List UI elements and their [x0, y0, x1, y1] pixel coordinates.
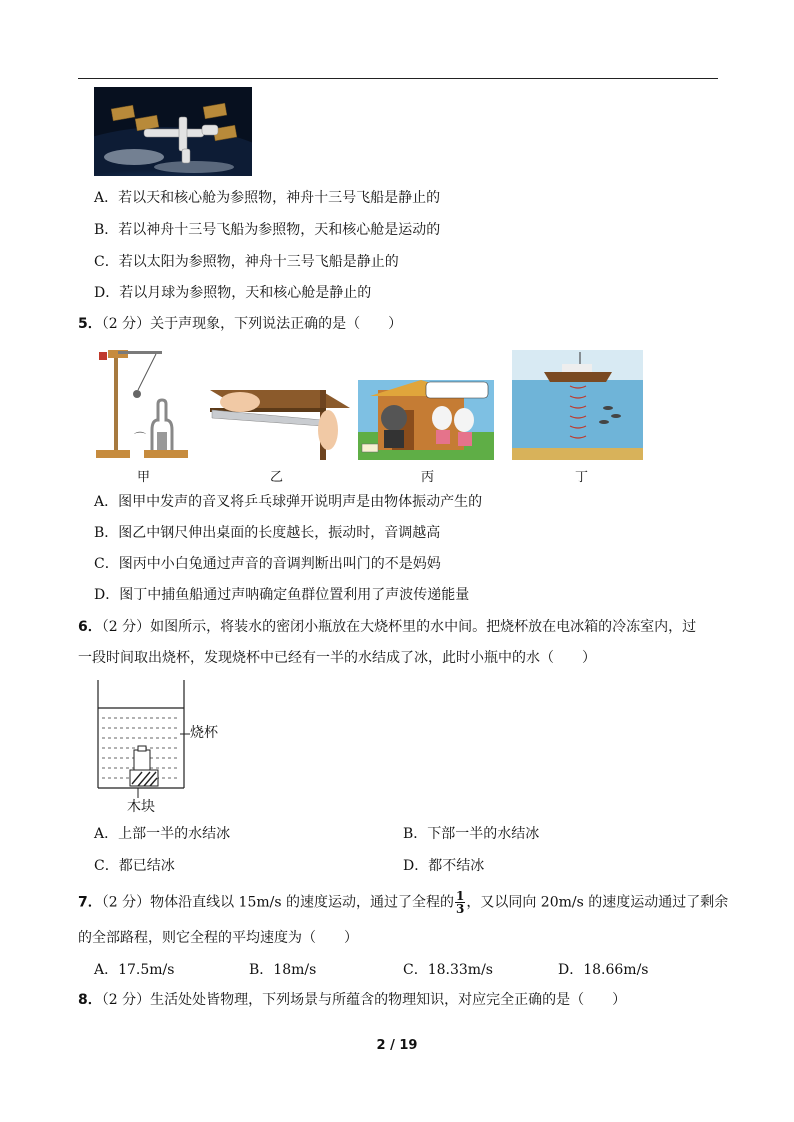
q7-option-c: C．18.33m/s: [403, 962, 493, 978]
q6-option-c: C．都已结冰: [94, 858, 175, 874]
q7-stem-line-1: [78, 890, 728, 915]
q4-option-c: C．若以太阳为参照物，神舟十三号飞船是静止的: [94, 254, 399, 270]
q5-option-a: A．图甲中发声的音叉将乒乓球弹开说明声是由物体振动产生的: [94, 494, 483, 510]
q6-stem-line-2: 一段时间取出烧杯，发现烧杯中已经有一半的水结成了冰，此时小瓶中的水（ ）: [78, 650, 596, 666]
figure-ding-sonar: [512, 350, 643, 460]
q7-number: 7．: [78, 894, 102, 911]
figure-caption-jia: 甲: [137, 470, 151, 485]
q7-text-a: （2 分）物体沿直线以 15m/s 的速度运动，通过了全程的: [101, 894, 454, 911]
fraction-denominator: 3: [456, 902, 465, 916]
q6-option-a: A．上部一半的水结冰: [94, 826, 231, 842]
q6-stem-line-1: [78, 618, 696, 636]
space-station-image: [94, 87, 252, 176]
q5-option-b: B．图乙中钢尺伸出桌面的长度越长，振动时，音调越高: [94, 525, 441, 541]
q8-text: （2 分）生活处处皆物理，下列场景与所蕴含的物理知识，对应完全正确的是（ ）: [101, 992, 627, 1008]
svg-text:⌒: ⌒: [134, 431, 147, 445]
q7-option-b: B．18m/s: [249, 962, 317, 978]
q4-option-b: B．若以神舟十三号飞船为参照物，天和核心舱是运动的: [94, 222, 441, 238]
q6-text-1: （2 分）如图所示，将装水的密闭小瓶放在大烧杯里的水中间。把烧杯放在电冰箱的冷冻室内，过: [101, 619, 697, 635]
q6-number: 6．: [78, 619, 102, 635]
figure-caption-bing: 丙: [421, 470, 435, 485]
q7-option-d: D．18.66m/s: [558, 962, 649, 978]
q5-number: 5．: [78, 316, 102, 332]
q4-option-d: D．若以月球为参照物，天和核心舱是静止的: [94, 285, 372, 301]
label-beaker: 烧杯: [190, 725, 218, 741]
q4-option-a: A．若以天和核心舱为参照物，神舟十三号飞船是静止的: [94, 190, 441, 206]
q6-option-d: D．都不结冰: [403, 858, 485, 874]
figure-yi-ruler: [210, 380, 350, 462]
q7-option-a: A．17.5m/s: [94, 962, 175, 978]
q5-text: （2 分）关于声现象，下列说法正确的是（ ）: [101, 316, 403, 332]
q8-stem: [78, 991, 626, 1009]
q8-number: 8．: [78, 992, 102, 1008]
header-rule: [78, 78, 718, 79]
q5-option-c: C．图丙中小白兔通过声音的音调判断出叫门的不是妈妈: [94, 556, 441, 572]
figure-caption-ding: 丁: [575, 470, 589, 485]
q7-text-b: ，又以同向 20m/s 的速度运动通过了剩余: [466, 894, 729, 911]
figure-jia-tuning-fork: [96, 346, 192, 464]
q5-stem: [78, 315, 402, 333]
fraction-one-third: [455, 890, 465, 915]
figure-bing-cartoon: [358, 380, 494, 460]
fraction-numerator: 1: [456, 889, 465, 903]
q6-option-b: B．下部一半的水结冰: [403, 826, 540, 842]
figure-caption-yi: 乙: [270, 470, 284, 485]
page-number: 2 / 19: [376, 1038, 418, 1053]
figure-beaker: [94, 680, 192, 798]
q7-stem-line-2: 的全部路程，则它全程的平均速度为（ ）: [78, 930, 358, 946]
label-wood-block: 木块: [127, 799, 155, 815]
q5-option-d: D．图丁中捕鱼船通过声呐确定鱼群位置利用了声波传递能量: [94, 587, 470, 603]
